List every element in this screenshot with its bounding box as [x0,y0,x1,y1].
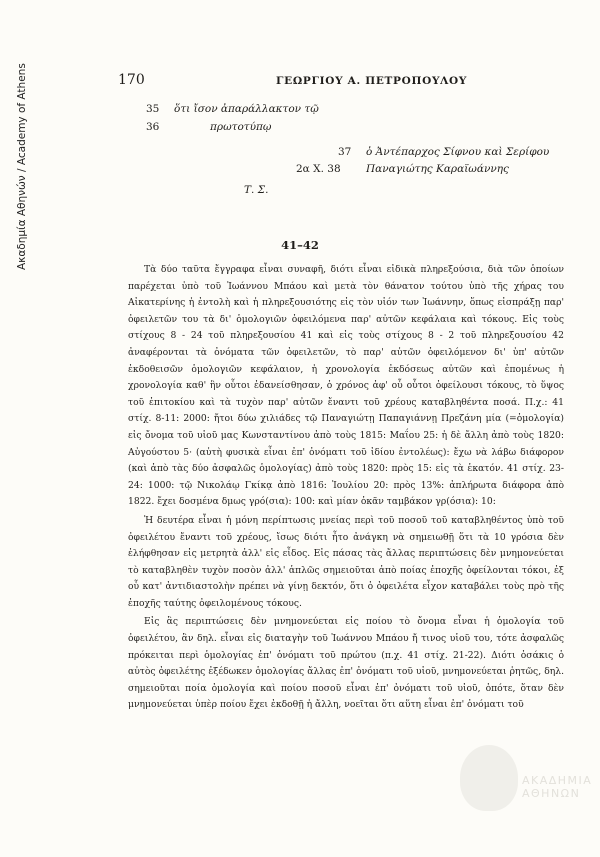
signature-line-text: Παναγιώτης Καραϊωάννης [366,163,509,175]
line-number: 35 [146,103,160,115]
section-title: 41–42 [281,238,319,252]
paragraph: Ἡ δευτέρα εἶναι ἡ μόνη περίπτωσις μνείας περὶ τοῦ ποσοῦ τοῦ καταβληθέντος ὑπὸ τοῦ ὀφειλέτου ἔναντι τοῦ χρέους, ἴσως διότι ἦτο ἀνάγκη νὰ σημειωθῇ ὅτι τὰ 10 γρόσια δὲν ἐλήφθησαν εἰς μετρητὰ ἀλλ' εἰς εἶδος. Εἰς πάσας τὰς ἄλλας περιπτώσεις δὲν μνημονεύεται τὸ καταβληθὲν τυχὸν ποσὸν ἀλλ' ἁπλῶς σημειοῦται ἀπὸ ποίας ἐποχῆς ὀφείλονται τόκοι, ἐξ οὗ κατ' ἀντιδιαστολὴν πρέπει νὰ γίνῃ δεκτόν, ὅτι ὁ ὀφειλέτα εἶχον καταβάλει τοὺς πρὸ τῆς ἐποχῆς ταύτης ὀφειλομένους τόκους. [128,514,564,609]
paragraph: Τὰ δύο ταῦτα ἔγγραφα εἶναι συναφῆ, διότι εἶναι εἰδικὰ πληρεξούσια, διὰ τῶν ὁποίων παρέχεται ὑπὸ τοῦ Ἰωάννου Μπάου καὶ μετὰ τὸν θάνατον τούτου ὑπὸ τῆς χήρας του Αἰκατερίνης ἡ ἐντολὴ καὶ ἡ πληρεξουσιότης εἰς τὸν υἱόν των Ἰωάννην, ὅπως εἰσπράξῃ παρ' ὀφειλετῶν του τὰ δι' ὁμολογιῶν ὀφειλόμενα παρ' αὐτῶν κεφάλαια καὶ τόκους. Εἰς τοὺς στίχους 8 - 24 τοῦ πληρεξουσίου 41 καὶ εἰς τοὺς στίχους 8 - 2 τοῦ πληρεξουσίου 42 ἀναφέρονται τὰ ὀνόματα τῶν ὀφειλετῶν, τὸ παρ' αὐτῶν ὀφειλόμενον δι' ὑπ' αὐτῶν ἐκδοθεισῶν ὁμολογιῶν κεφάλαιον, ἡ χρονολογία ἐκδόσεως αὐτῶν καὶ ἐπομένως ἡ χρονολογία καθ' ἣν οὗτοι ἐδανείσθησαν, ὁ χρόνος ἀφ' οὗ οὗτοι ὀφείλουσι τόκους, τὸ ὕψος τοῦ ἐπιτοκίου καὶ τὰ τυχὸν παρ' αὐτῶν ἔναντι τοῦ χρέους καταβληθέντα ποσά. Π.χ.: 41 στίχ. 8-11: 2000: ἤτοι δύω χιλιάδες τῷ Παναγιώτῃ Παπαγιάννῃ Πρεζάνη μία (=ὁμολογία) εἰς ὄνομα τοῦ υἱοῦ μας Κωνσταντίνου ἀπὸ τοὺς 1815: Μαΐου 25: ἡ δὲ ἄλλη ἀπὸ τοὺς 1820: Αὐγούστου 5· (αὐτὴ φυσικὰ εἶναι ἐπ' ὀνόματι τοῦ ἰδίου ἐντολέως): ἔχω νὰ λάβω διάφορον (καὶ ἀπὸ τὰς δύο ἀσφαλῶς ὁμολογίας) ἀπὸ τοὺς 1820: πρὸς 15: εἰς τὰ ἑκατόν. 41 στίχ. 23-24: 1000: τῷ Νικολάῳ Γκίκᾳ ἀπὸ 1816: Ἰουλίου 20: πρὸς 13%: ἀπλήρωτα διάφορα ἀπὸ 1822. ἔχει δοσμένα δμως γρό(σια): 100: καὶ μίαν ὀκᾶν ταμβάκον γρ(όσια): 10: [128,264,564,508]
line-number: 37 [338,146,352,158]
page-number: 170 [118,72,145,88]
seal-mark: Τ. Σ. [244,184,269,196]
line-number: 2α Χ. 38 [296,163,341,175]
signature-line-text: πρωτοτύπῳ [210,121,272,133]
running-head: ΓΕΩΡΓΙΟΥ Α. ΠΕΤΡΟΠΟΥΛΟΥ [276,75,468,87]
watermark-seal [460,745,518,811]
line-number: 36 [146,121,160,133]
watermark-text: ΑΚΑΔΗΜΙΑ ΑΘΗΝΩΝ [522,774,593,800]
side-label: Ακαδημία Αθηνών / Academy of Athens [16,63,28,270]
paragraph: Εἰς ἃς περιπτώσεις δὲν μνημονεύεται εἰς ποίου τὸ ὄνομα εἶναι ἡ ὁμολογία τοῦ ὀφειλέτου, ἂν δηλ. εἶναι εἰς διαταγὴν τοῦ Ἰωάννου Μπάου ἤ τινος υἱοῦ του, τότε ἀσφαλῶς πρόκειται περὶ ὁμολογίας ἐπ' ὀνόματι τοῦ πρώτου (π.χ. 41 στίχ. 21-22). Διότι ὁσάκις ὁ αὐτὸς ὀφειλέτης ἐξέδωκεν ὁμολογίας ἄλλας ἐπ' ὀνόματι τοῦ υἱοῦ, μνημονεύεται ῥητῶς, δηλ. σημειοῦται ποία ὁμολογία καὶ ποίου ποσοῦ εἶναι ἐπ' ὀνόματι τοῦ υἱοῦ, ὁπότε, ὅταν δὲν μνημονεύεται ὑπὲρ ποίου ἔχει ἐκδοθῇ ἡ ἄλλη, νοεῖται ὅτι αὕτη εἶναι ἐπ' ὀνόματι τοῦ [128,616,564,711]
signature-line-text: ὅτι ἴσον ἀπαράλλακτον τῷ [174,103,319,115]
body-text [128,262,564,714]
signature-line-text: ὁ Ἀντέπαρχος Σίφνου καὶ Σερίφου [366,146,550,158]
